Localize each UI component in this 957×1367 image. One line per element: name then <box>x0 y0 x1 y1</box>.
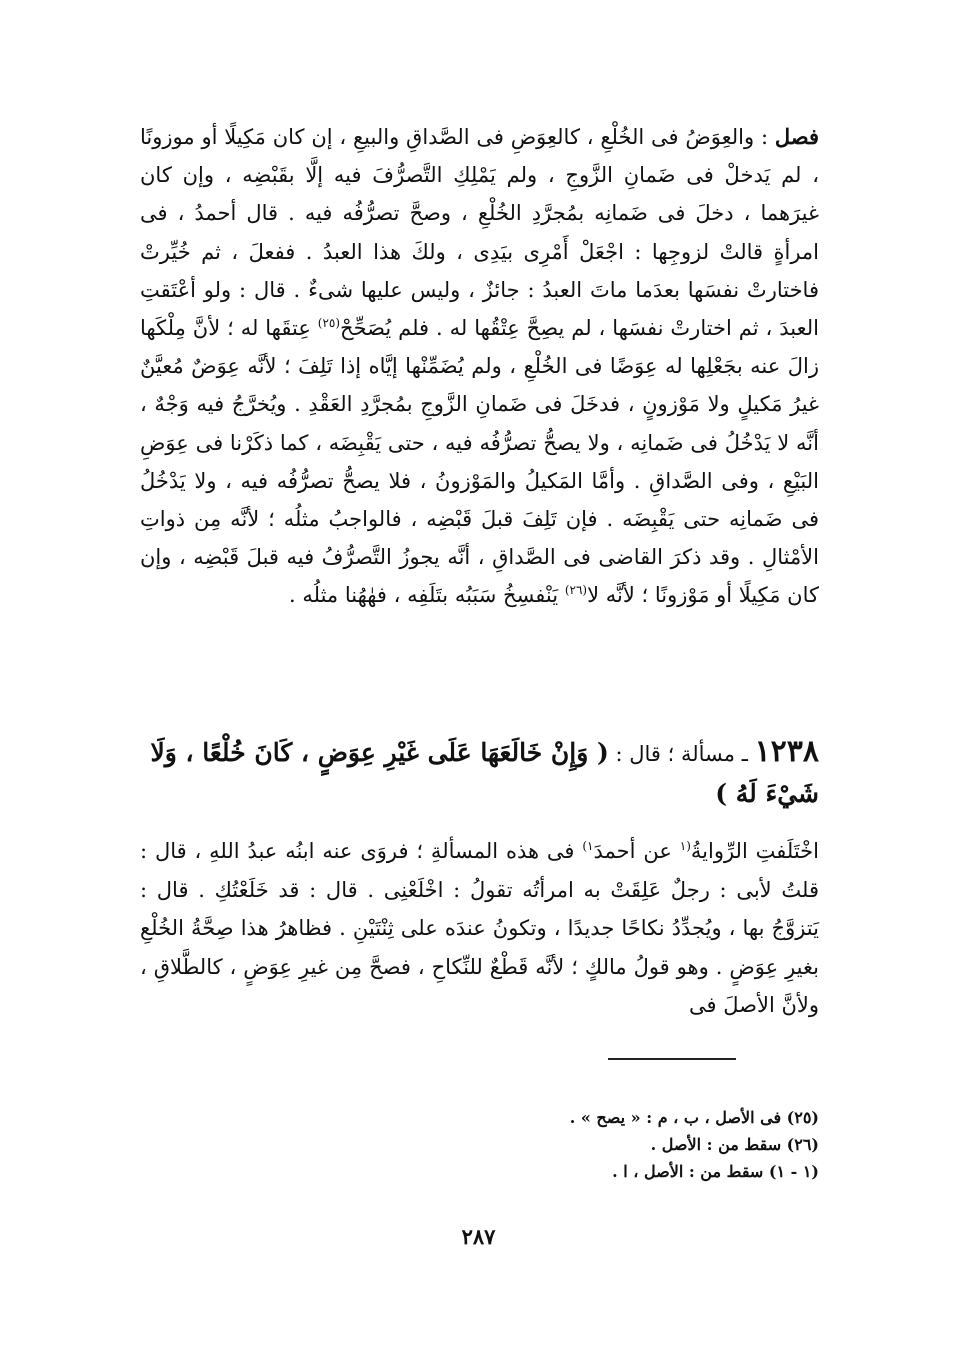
text-line: غيرَهما ، دخلَ فى ضَمانِه بمُجرَّدِ الخُلْعِ ، وصحَّ تصرُّفُه فيه . قال أحمدُ ، فى امرأةٍ قالتْ <box>140 201 819 264</box>
text-line: : والعِوَضُ فى الخُلْعِ ، كالعِوَضِ فى الصَّداقِ والبيعِ ، إن كان مَكِيلًا أو <box>201 125 769 149</box>
text-line: ويُجدِّدُ نكاحًا جديدًا ، وتكونُ عندَه على ثِنْتَيْنِ . فظاهرُ هذا صِحَّةُ الخُلْعِ بغيرِ عِوَضٍ . <box>140 916 819 979</box>
footnote: (٢٥) فى الأصل ، ب ، م : « يصح » . <box>569 1108 819 1127</box>
masala-number: ١٢٣٨ <box>754 734 819 769</box>
main-text <box>140 118 819 615</box>
text-line: يَنْفسِخُ سَبَبُه <box>454 583 559 608</box>
text-line: بتَلَفِه ، فهٰهُنا مثلُه . <box>289 583 449 608</box>
footnotes <box>570 1104 819 1185</box>
footnote-ref: ١) <box>582 839 594 853</box>
footnote: (١ - ١) سقط من : الأصل ، ا . <box>612 1162 819 1181</box>
text-line: والمَوْزونُ ، فلا يصحُّ تصرُّفُه فيه ، ولا يَدْخُلُ فى ضَمانِه حتى يَقْبِضَه . فإن تَلِفَ قبلَ <box>140 468 819 532</box>
text-line: وهو قولُ مالكٍ ؛ لأنَّه قَطْعٌ للنِّكاحِ ، فصحَّ مِن غيرِ عِوَضٍ ، كالطَّلاقِ ، ولأنَّ الأصلَ فى <box>140 954 819 1017</box>
masala-intro: ـ مسألة ؛ قال : <box>615 742 748 766</box>
text-line: يصِحَّ عِتْقُها له . فلم يُصَحِّحْ <box>340 316 565 341</box>
text-line: عِتقَها له ؛ لأنَّ مِلْكَها زالَ عنه بجَعْلِها له عِوَضًا فى <box>140 316 820 379</box>
text-line: ماتَ العبدُ : جائزٌ ، وليس عليها شىءٌ . قال : ولو أعْتَقتِ العبدَ ، ثم اختارتْ نفسَها ، لم <box>140 277 819 341</box>
text-line: لزوجِها : اجْعَلْ أَمْرِى بيَدِى ، ولكَ هذا العبدُ . ففعلَ ، ثم خُيِّرتْ فاختارتْ نفسَها بعدَما <box>140 239 819 302</box>
text-line: عن أحمدَ <box>593 839 672 863</box>
text-line: موزونًا ، لم يَدخلْ فى ضَمانِ الزَّوجِ ، ولم يَمْلِكِ التَّصرُّفَ فيه إلَّا بقَبْضِه ، وإن كان <box>140 125 819 188</box>
text-line: ضَمانِ الزَّوجِ بمُجرَّدِ العَقْدِ . ويُخرَّجُ فيه وَجْهٌ ، أنَّه لا يَدْخُلُ فى ضَمانِه ، ولا يصحُّ <box>140 392 819 455</box>
footnote-ref: (٢٦) <box>564 583 588 598</box>
text-line: لأبى : رجلٌ عَلِقَتْ به امرأتُه تقولُ : اخْلَعْنِى . قال : قد خَلَعْتُكِ . قال : يَتزوَّجُ بها ، <box>140 877 819 940</box>
commentary-paragraph <box>140 832 819 1025</box>
text-line: يجوزُ التَّصرُّفُ فيه قبلَ قَبْضِه ، وإن كان مَكِيلًا أو مَوْزونًا ؛ لأنَّه لا <box>140 545 819 608</box>
text-line: الخُلْعِ ، ولم يُضَمِّنْها إيَّاه إذا تَلِفَ ؛ لأنَّه عِوَضٌ مُعيَّنٌ غيرُ مَكيلٍ ولا مَوْزونٍ ، فدخَلَ فى <box>140 354 820 417</box>
text-line: تصرُّفُه فيه ، حتى يَقْبِضَه ، كما ذكَرْنا فى عِوَضِ البَيْعِ ، وفى الصَّداقِ . وأمَّا المَكيلُ <box>140 430 819 493</box>
text-line: اخْتَلَفتِ الرِّوايةُ <box>690 839 819 863</box>
footnote-divider <box>608 1058 736 1060</box>
text-line: قَبْضِه ، فالواجبُ مثلُه ؛ لأنَّه مِن ذواتِ الأمْثالِ . وقد ذكرَ القاضى فى الصَّداقِ ، أنَّه <box>140 507 819 570</box>
masala-quote: ( وَإِنْ خَالَعَهَا عَلَى غَيْرِ عِوَضٍ ، كَانَ خُلْعًا ، وَلَا شَيْءَ لَهُ ) <box>150 738 819 808</box>
page-number: ٢٨٧ <box>461 1224 496 1249</box>
footnote: (٢٦) سقط من : الأصل . <box>650 1135 819 1154</box>
section-label: فصل <box>774 124 819 149</box>
masala-heading <box>140 732 819 815</box>
footnote-ref: (٢٥) <box>317 316 341 331</box>
section-paragraph <box>140 118 819 615</box>
text-line: فى هذه المسألةِ ؛ فروَى عنه ابنُه عبدُ اللهِ ، قال : قلتُ <box>140 839 819 902</box>
footnote-ref: (١ <box>679 839 691 853</box>
